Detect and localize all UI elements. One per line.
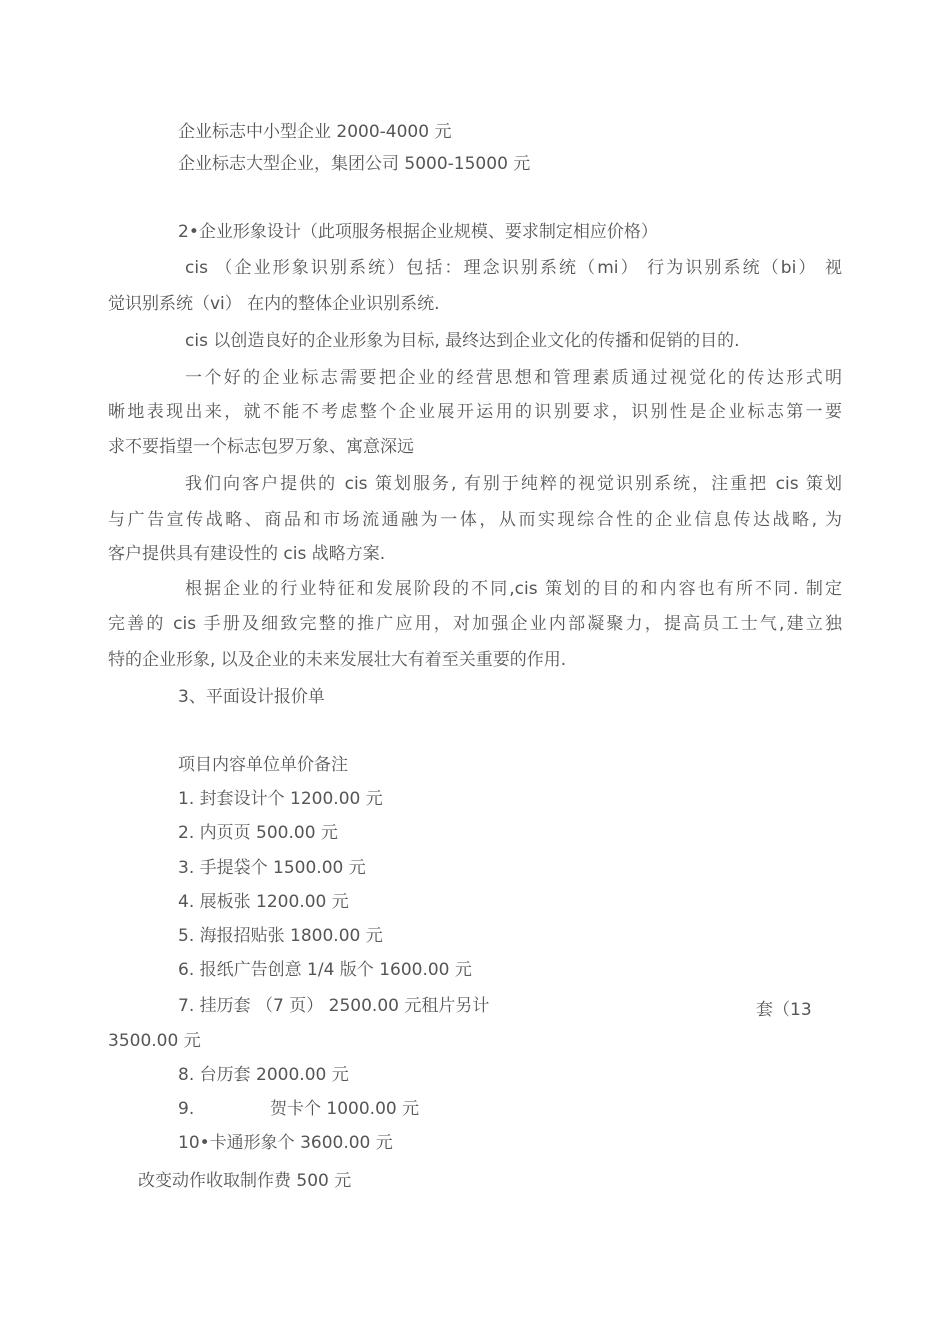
logo-paragraph-line-3: 求不要指望一个标志包罗万象、寓意深远 [108,437,414,457]
logo-price-large: 企业标志大型企业，集团公司 5000-15000 元 [178,154,531,174]
section3-heading: 3、平面设计报价单 [178,687,325,707]
logo-paragraph-line-1: 一个好的企业标志需要把企业的经营思想和管理素质通过视觉化的传达形式明 [185,368,842,388]
cis-goal: cis 以创造良好的企业形象为目标, 最终达到企业文化的传播和促销的目的. [185,331,740,351]
service-paragraph-line-3: 客户提供具有建设性的 cis 战略方案. [108,544,386,564]
price-item: 10•卡通形象个 3600.00 元 [178,1133,393,1153]
price-item-number: 9. [178,1099,195,1119]
price-note: 改变动作收取制作费 500 元 [138,1171,352,1191]
service-paragraph-line-2: 与广告宣传战略、商品和市场流通融为一体，从而实现综合性的企业信息传达战略, 为 [108,510,842,530]
price-table-header: 项目内容单位单价备注 [178,755,348,775]
logo-price-small-medium: 企业标志中小型企业 2000-4000 元 [178,122,452,142]
service-paragraph-line-1: 我们向客户提供的 cis 策划服务, 有别于纯粹的视觉识别系统，注重把 cis 策划 [185,474,842,494]
price-item: 6. 报纸广告创意 1/4 版个 1600.00 元 [178,960,472,980]
cis-definition-line-2: 觉识别系统（vi） 在内的整体企业识别系统. [108,294,440,314]
price-item-continuation: 3500.00 元 [108,1031,201,1051]
industry-paragraph-line-1: 根据企业的行业特征和发展阶段的不同,cis 策划的目的和内容也有所不同. 制定 [185,579,842,599]
cis-definition-line-1: cis （企业形象识别系统）包括：理念识别系统（mi） 行为识别系统（bi） 视 [185,258,842,278]
price-item: 2. 内页页 500.00 元 [178,823,338,843]
price-item: 1. 封套设计个 1200.00 元 [178,789,383,809]
industry-paragraph-line-3: 特的企业形象, 以及企业的未来发展壮大有着至关重要的作用. [108,650,567,670]
price-item: 贺卡个 1000.00 元 [270,1099,420,1119]
price-item: 3. 手提袋个 1500.00 元 [178,858,366,878]
price-item: 8. 台历套 2000.00 元 [178,1065,349,1085]
price-item: 5. 海报招贴张 1800.00 元 [178,926,383,946]
industry-paragraph-line-2: 完善的 cis 手册及细致完整的推广应用，对加强企业内部凝聚力，提高员工士气,建立独 [108,614,842,634]
section2-heading: 2•企业形象设计（此项服务根据企业规模、要求制定相应价格） [178,222,658,242]
price-item: 7. 挂历套 （7 页） 2500.00 元租片另计 [178,996,490,1016]
logo-paragraph-line-2: 晰地表现出来，就不能不考虑整个企业展开运用的识别要求，识别性是企业标志第一要 [108,402,842,422]
price-item-right-fragment: 套（13 [756,1000,812,1020]
price-item: 4. 展板张 1200.00 元 [178,892,349,912]
